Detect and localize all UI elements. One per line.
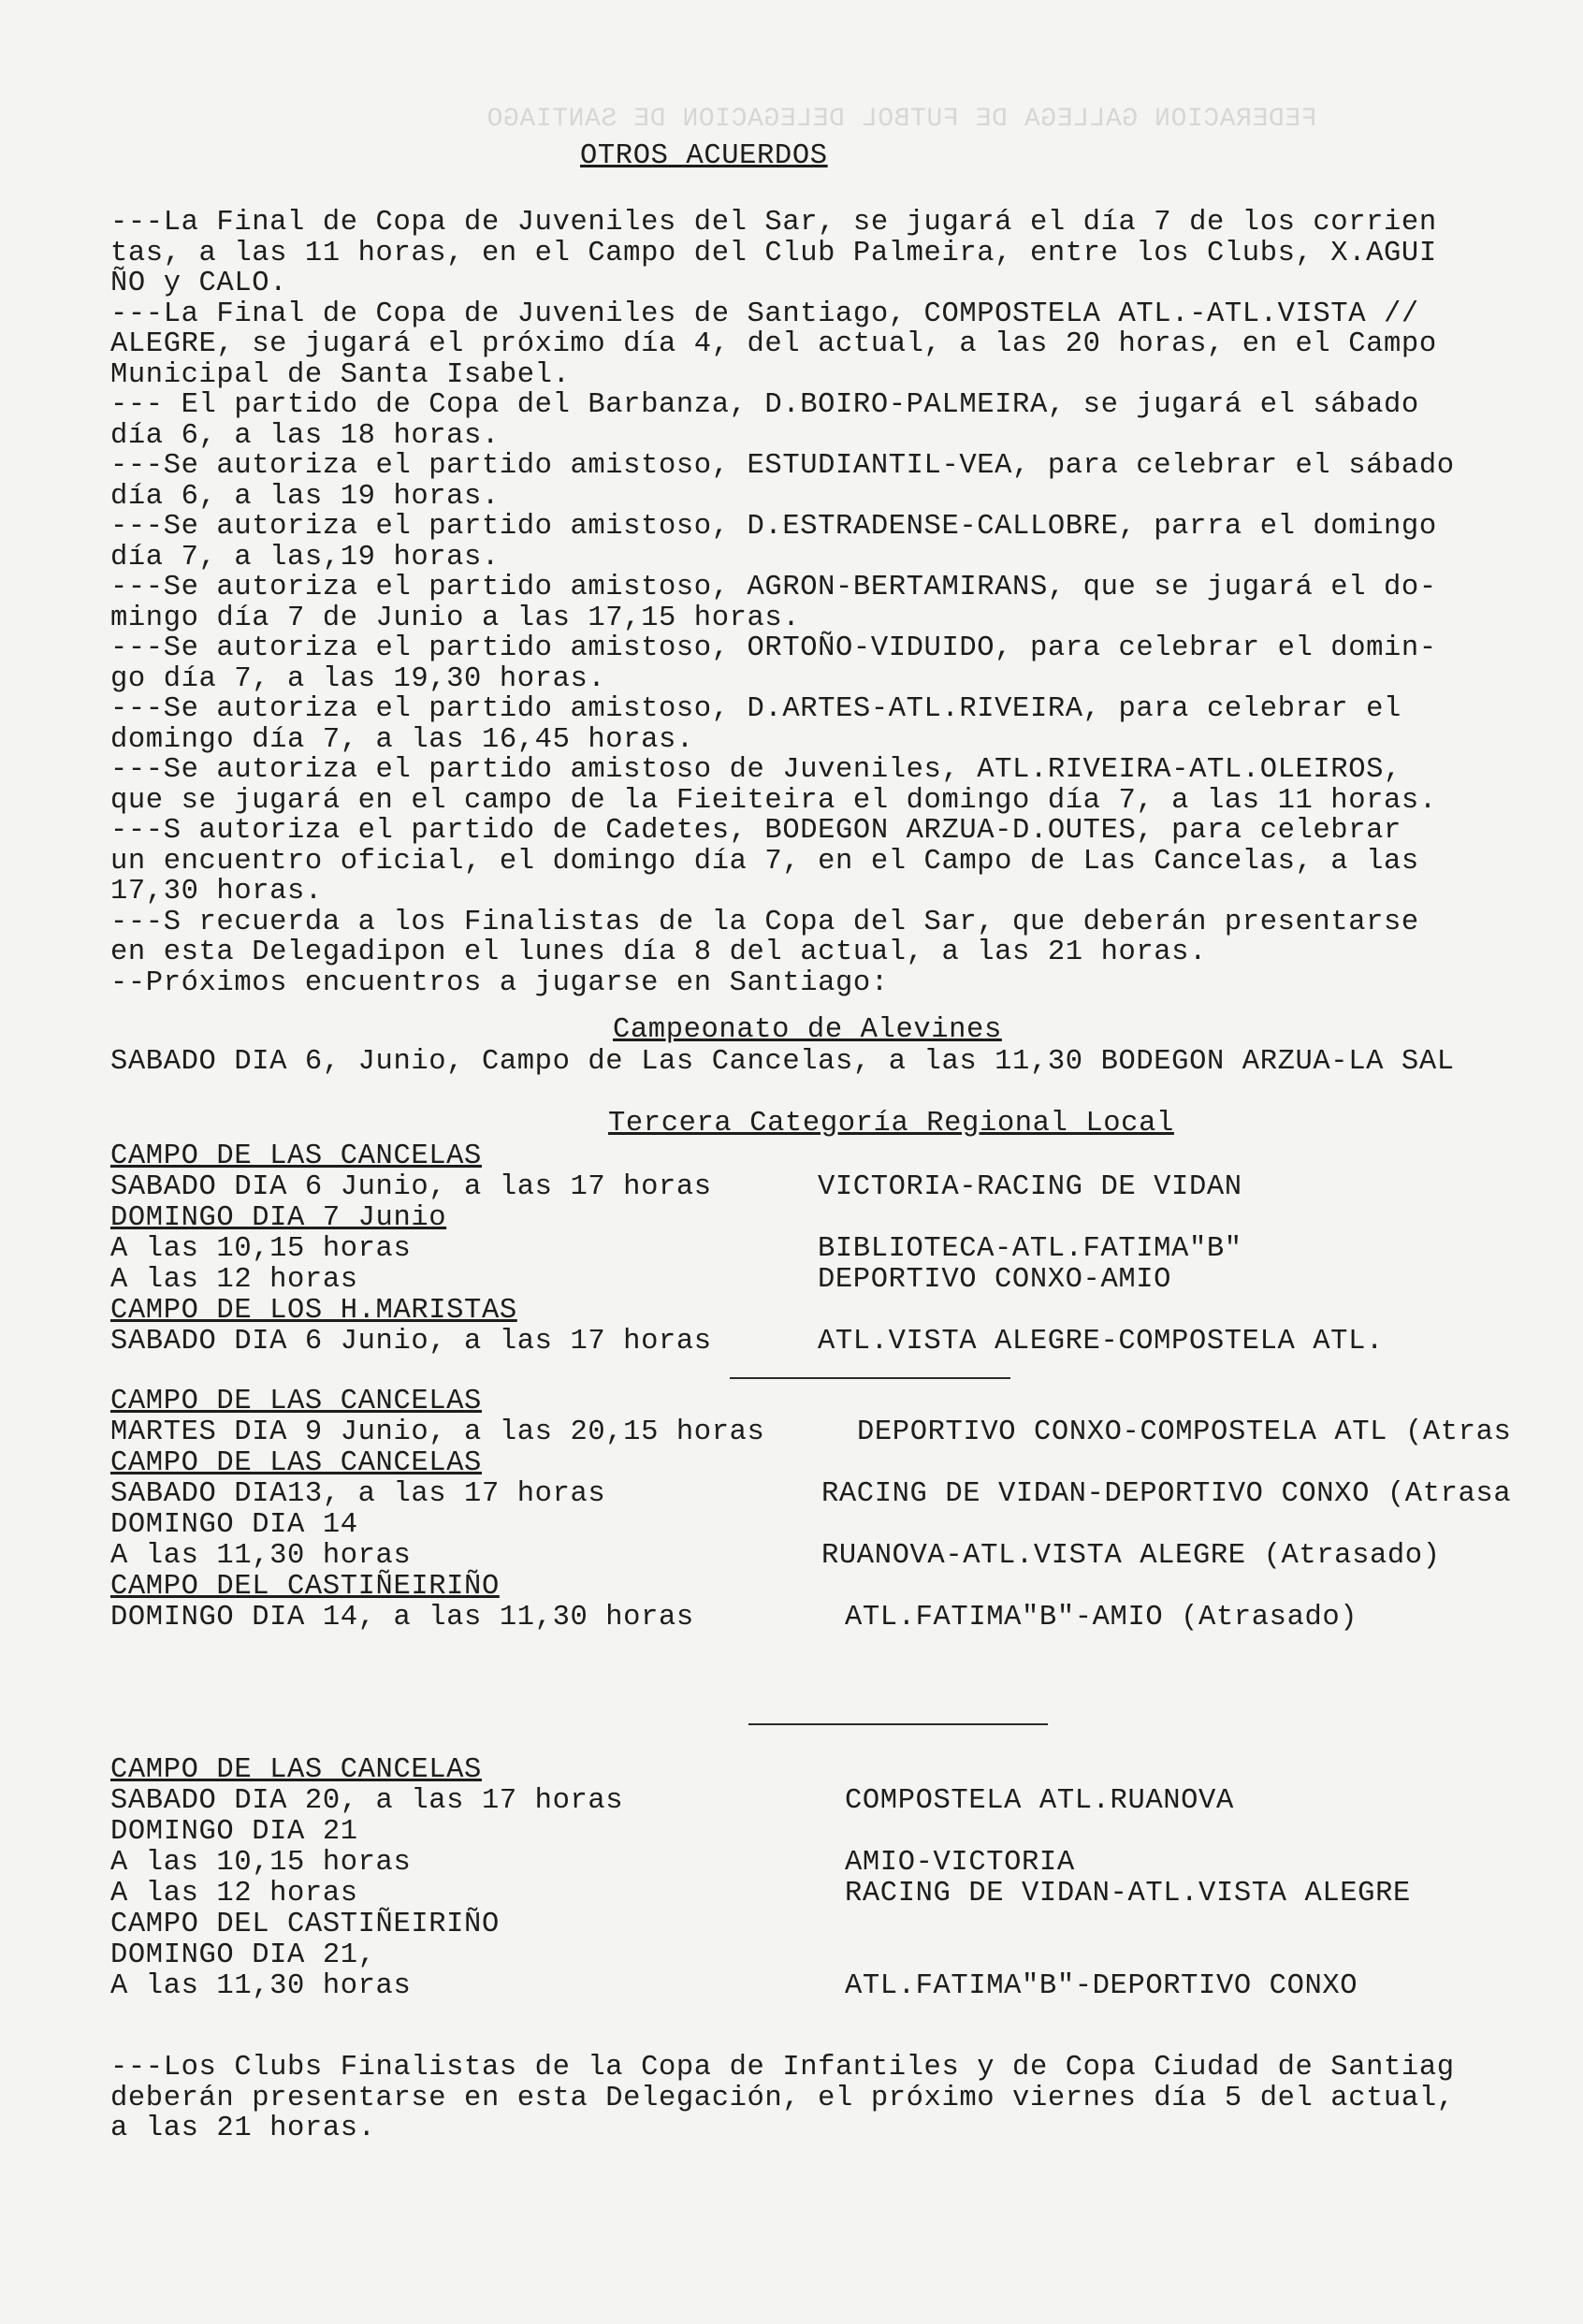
schedule-row [110, 1203, 1583, 1234]
schedule-time: A las 12 horas [110, 1264, 358, 1296]
paragraph-line: mingo día 7 de Junio a las 17,15 horas. [110, 602, 801, 634]
schedule-match: ATL.FATIMA"B"-AMIO (Atrasado) [845, 1602, 1358, 1634]
schedule-row [110, 1848, 1583, 1879]
paragraph-line: --Próximos encuentros a jugarse en Santiago: [110, 966, 889, 999]
schedule-row [110, 1572, 1583, 1603]
paragraph-line: Municipal de Santa Isabel. [110, 358, 571, 391]
paragraph-line: ---La Final de Copa de Juveniles del Sar, se jugará el día 7 de los corrien [110, 207, 1437, 239]
schedule-row [110, 1910, 1583, 1940]
schedule-match: RACING DE VIDAN-DEPORTIVO CONXO (Atrasa [821, 1478, 1512, 1510]
schedule-match: RUANOVA-ATL.VISTA ALEGRE (Atrasado) [821, 1540, 1441, 1572]
schedule-day: DOMINGO DIA 21 [110, 1816, 358, 1848]
paragraph-line: deberán presentarse en esta Delegación, el próximo viernes día 5 del actual, [110, 2082, 1455, 2114]
schedule-time: MARTES DIA 9 Junio, a las 20,15 horas [110, 1416, 765, 1448]
schedule-match: BIBLIOTECA-ATL.FATIMA"B" [818, 1233, 1242, 1265]
paragraph-line: 17,30 horas. [110, 876, 323, 908]
paragraph-line: día 6, a las 19 horas. [110, 480, 500, 513]
closing-paragraph [110, 2053, 1570, 2144]
schedule-match: ATL.VISTA ALEGRE-COMPOSTELA ATL. [818, 1326, 1384, 1358]
schedule-time: SABADO DIA 20, a las 17 horas [110, 1785, 624, 1817]
schedule-block [110, 1141, 1583, 1358]
schedule-row [110, 1387, 1583, 1417]
schedule-row [110, 1234, 1583, 1265]
schedule-block [110, 1387, 1583, 1634]
venue-heading: CAMPO DEL CASTIÑEIRIÑO [110, 1909, 500, 1940]
schedule-row [110, 1879, 1583, 1910]
paragraph-line: que se jugará en el campo de la Fieiteira el domingo día 7, a las 11 horas. [110, 784, 1437, 817]
schedule-match: DEPORTIVO CONXO-COMPOSTELA ATL (Atras [857, 1416, 1512, 1448]
tercera-heading: Tercera Categoría Regional Local [608, 1108, 1174, 1140]
schedule-time: SABADO DIA 6 Junio, a las 17 horas [110, 1326, 712, 1358]
paragraph-line: ---Se autoriza el partido amistoso, D.ARTES-ATL.RIVEIRA, para celebrar el [110, 693, 1401, 725]
schedule-row [110, 1448, 1583, 1479]
schedule-row [110, 1755, 1583, 1786]
schedule-row [110, 1417, 1583, 1448]
schedule-row [110, 1786, 1583, 1817]
paragraph-line: ---La Final de Copa de Juveniles de Santiago, COMPOSTELA ATL.-ATL.VISTA // [110, 298, 1419, 330]
paragraph-line: tas, a las 11 horas, en el Campo del Club Palmeira, entre los Clubs, X.AGUI [110, 237, 1437, 269]
schedule-row [110, 1327, 1583, 1358]
paragraph-line: día 6, a las 18 horas. [110, 419, 500, 452]
schedule-block [110, 1755, 1583, 2002]
venue-heading: CAMPO DE LAS CANCELAS [110, 1386, 482, 1417]
paragraph-line: en esta Delegadipon el lunes día 8 del actual, a las 21 horas. [110, 937, 1207, 968]
schedule-row [110, 1265, 1583, 1296]
schedule-row [110, 1817, 1583, 1848]
schedule-row [110, 1940, 1583, 1971]
paragraph-line: ---Los Clubs Finalistas de la Copa de Infantiles y de Copa Ciudad de Santiag [110, 2052, 1455, 2084]
paragraph-line: ---Se autoriza el partido amistoso de Juveniles, ATL.RIVEIRA-ATL.OLEIROS, [110, 754, 1401, 786]
venue-heading: CAMPO DE LAS CANCELAS [110, 1754, 482, 1786]
venue-heading: CAMPO DE LAS CANCELAS [110, 1447, 482, 1479]
alevines-line: SABADO DIA 6, Junio, Campo de Las Cancelas, a las 11,30 BODEGON ARZUA-LA SAL [110, 1046, 1455, 1078]
section-divider [730, 1377, 1010, 1379]
schedule-time: A las 12 horas [110, 1878, 358, 1910]
paragraph-line: día 7, a las,19 horas. [110, 541, 500, 574]
schedule-time: A las 11,30 horas [110, 1970, 412, 2002]
paragraph-line: ---S recuerda a los Finalistas de la Copa del Sar, que deberán presentarse [110, 906, 1419, 938]
venue-heading: CAMPO DE LOS H.MARISTAS [110, 1295, 517, 1327]
schedule-day: DOMINGO DIA 21, [110, 1939, 376, 1971]
paragraph-line: ---Se autoriza el partido amistoso, ESTUDIANTIL-VEA, para celebrar el sábado [110, 450, 1455, 482]
schedule-time: DOMINGO DIA 14, a las 11,30 horas [110, 1602, 694, 1634]
schedule-match: VICTORIA-RACING DE VIDAN [818, 1171, 1242, 1203]
paragraph-line: un encuentro oficial, el domingo día 7, en el Campo de Las Cancelas, a las [110, 845, 1419, 878]
schedule-row [110, 1541, 1583, 1572]
schedule-row [110, 1479, 1583, 1510]
schedule-day: DOMINGO DIA 7 Junio [110, 1202, 447, 1234]
venue-heading: CAMPO DEL CASTIÑEIRIÑO [110, 1571, 500, 1603]
schedule-match: COMPOSTELA ATL.RUANOVA [845, 1785, 1234, 1817]
paragraph-line: ---S autoriza el partido de Cadetes, BODEGON ARZUA-D.OUTES, para celebrar [110, 815, 1401, 847]
paragraph-line: ALEGRE, se jugará el próximo día 4, del actual, a las 20 horas, en el Campo [110, 328, 1437, 360]
paragraph-line: domingo día 7, a las 16,45 horas. [110, 723, 694, 756]
schedule-time: A las 10,15 horas [110, 1847, 412, 1879]
paragraph-line: ---Se autoriza el partido amistoso, ORTOÑO-VIDUIDO, para celebrar el domin- [110, 632, 1437, 664]
paragraph-block [110, 208, 1570, 998]
schedule-time: SABADO DIA13, a las 17 horas [110, 1478, 606, 1510]
paragraph-line: a las 21 horas. [110, 2113, 376, 2144]
schedule-match: DEPORTIVO CONXO-AMIO [818, 1264, 1172, 1296]
schedule-row [110, 1971, 1583, 2002]
schedule-row [110, 1141, 1583, 1172]
schedule-row [110, 1172, 1583, 1203]
section-divider [748, 1723, 1048, 1725]
alevines-heading: Campeonato de Alevines [613, 1014, 1002, 1046]
schedule-match: RACING DE VIDAN-ATL.VISTA ALEGRE [845, 1878, 1411, 1910]
schedule-time: A las 10,15 horas [110, 1233, 412, 1265]
schedule-row [110, 1296, 1583, 1327]
paragraph-line: go día 7, a las 19,30 horas. [110, 662, 606, 695]
paragraph-line: ---Se autoriza el partido amistoso, AGRON-BERTAMIRANS, que se jugará el do- [110, 572, 1437, 603]
page-title: OTROS ACUERDOS [580, 140, 828, 172]
venue-heading: CAMPO DE LAS CANCELAS [110, 1140, 482, 1172]
schedule-match: AMIO-VICTORIA [845, 1847, 1075, 1879]
schedule-match: ATL.FATIMA"B"-DEPORTIVO CONXO [845, 1970, 1358, 2002]
schedule-time: SABADO DIA 6 Junio, a las 17 horas [110, 1171, 712, 1203]
schedule-day: DOMINGO DIA 14 [110, 1509, 358, 1541]
bleed-through-header: FEDERACION GALLEGA DE FUTBOL DELEGACION DE SANTIAGO [487, 105, 1317, 134]
paragraph-line: --- El partido de Copa del Barbanza, D.BOIRO-PALMEIRA, se jugará el sábado [110, 389, 1419, 421]
schedule-row [110, 1603, 1583, 1634]
schedule-time: A las 11,30 horas [110, 1540, 412, 1572]
paragraph-line: ---Se autoriza el partido amistoso, D.ESTRADENSE-CALLOBRE, parra el domingo [110, 511, 1437, 543]
paragraph-line: ÑO y CALO. [110, 268, 288, 299]
schedule-row [110, 1510, 1583, 1541]
